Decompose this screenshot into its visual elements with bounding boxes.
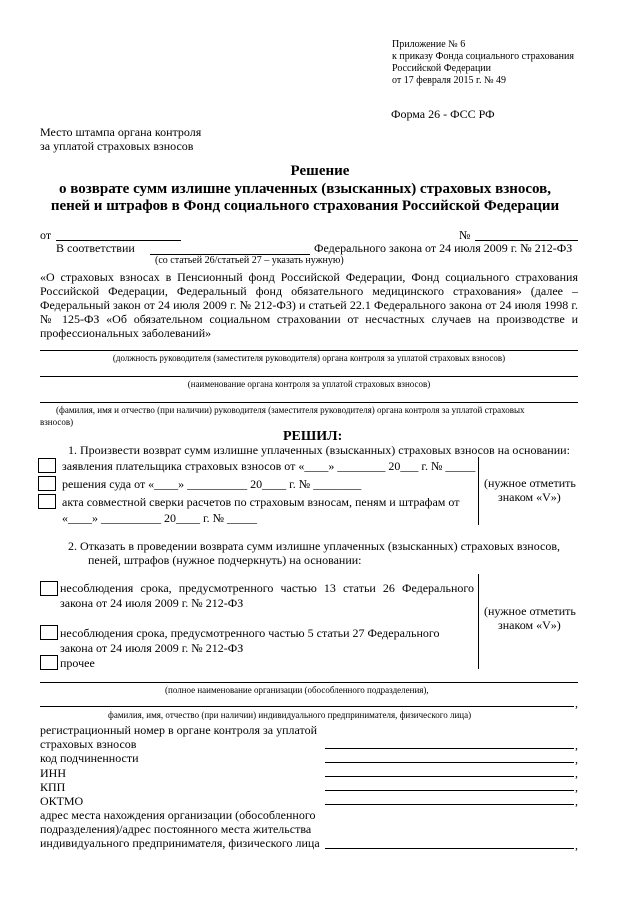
document-title-line-2: о возврате сумм излишне уплаченных (взысканных) страховых взносов, — [58, 181, 552, 197]
section-2-note-line-1: (нужное отметить — [484, 604, 576, 618]
section-1-divider — [478, 457, 479, 525]
reg-number-label-line-2: страховых взносов — [40, 737, 137, 751]
section-2-checkbox-other[interactable] — [40, 655, 58, 670]
section-2-option-article-26: несоблюдения срока, предусмотренного частью 13 статьи 26 Федерального — [60, 581, 474, 595]
form-label: Форма 26 - ФСС РФ — [391, 107, 495, 121]
kpp-field[interactable] — [325, 790, 574, 791]
kpp-label: КПП — [40, 780, 66, 794]
section-2-divider — [478, 574, 479, 669]
address-comma: , — [575, 838, 578, 852]
section-1-heading: 1. Произвести возврат сумм излишне уплаченных (взысканных) страховых взносов на основании: — [68, 443, 570, 457]
kpp-comma: , — [575, 780, 578, 794]
section-2-note-line-2: знаком «V») — [498, 618, 561, 632]
stamp-line-1: Место штампа органа контроля — [40, 125, 202, 139]
subordination-code-field[interactable] — [325, 762, 574, 763]
reg-number-field[interactable] — [325, 748, 574, 749]
document-title: Решение — [290, 163, 350, 179]
section-1-checkbox-application[interactable] — [38, 458, 56, 473]
in-accordance-text: В соответствии — [56, 241, 135, 255]
address-label-line-1: адрес места нахождения организации (обособленного — [40, 808, 316, 822]
appendix-line-1: Приложение № 6 — [392, 39, 466, 50]
stamp-line-2: за уплатой страховых взносов — [40, 139, 194, 153]
reg-number-label-line-1: регистрационный номер в органе контроля за уплатой — [40, 723, 318, 737]
section-1-checkbox-reconciliation[interactable] — [38, 494, 56, 509]
intro-paragraph-line-5: профессиональных заболеваний» — [40, 326, 212, 340]
inn-comma: , — [575, 766, 578, 780]
head-fio-caption-line-1: (фамилия, имя и отчество (при наличии) руководителя (заместителя руководителя) органа контроля за уплатой страховых — [56, 405, 525, 415]
article-hint: (со статьей 26/статьей 27 – указать нужную) — [155, 255, 344, 266]
oktmo-field[interactable] — [325, 804, 574, 805]
intro-paragraph-line-3: Федеральный закон от 24 июля 2009 г. № 212-ФЗ) и статьей 22.1 Федерального закона от 24 июля 1998 г. — [40, 298, 578, 312]
section-1-option-application: заявления плательщика страховых взносов от «____» ________ 20___ г. № _____ — [62, 459, 476, 473]
appendix-line-3: Российской Федерации — [392, 63, 492, 74]
intro-paragraph-line-1: «О страховых взносах в Пенсионный фонд Российской Федерации, Фонд социального страхования — [40, 270, 578, 284]
organization-caption: (полное наименование организации (обособленного подразделения), — [165, 685, 429, 695]
inn-field[interactable] — [325, 776, 574, 777]
position-field[interactable] — [40, 350, 578, 351]
subordination-code-comma: , — [575, 752, 578, 766]
document-title-line-3: пеней и штрафов в Фонд социального страхования Российской Федерации — [50, 198, 560, 214]
person-field[interactable] — [40, 706, 574, 707]
section-2-option-article-27: несоблюдения срока, предусмотренного частью 5 статьи 27 Федерального — [60, 626, 440, 640]
section-1-note-line-2: знаком «V») — [498, 490, 561, 504]
authority-field[interactable] — [40, 376, 578, 377]
section-2-checkbox-article-27[interactable] — [40, 625, 58, 640]
section-2-option-other: прочее — [60, 656, 95, 670]
person-field-comma: , — [575, 696, 578, 710]
section-2-heading-line-2: пеней, штрафов (нужное подчеркнуть) на основании: — [88, 553, 362, 567]
federal-law-text: Федерального закона от 24 июля 2009 г. № 212-ФЗ — [314, 241, 573, 255]
intro-paragraph-line-4: № 125-ФЗ «Об обязательном социальном страховании от несчастных случаев на производстве и — [40, 312, 578, 326]
intro-paragraph-line-2: Российской Федерации, Федеральный фонд обязательного медицинского страхования» (далее – — [40, 284, 578, 298]
section-2-option-article-27-law: закона от 24 июля 2009 г. № 212-ФЗ — [60, 641, 244, 655]
appendix-line-4: от 17 февраля 2015 г. № 49 — [392, 75, 507, 86]
appendix-line-2: к приказу Фонда социального страхования — [392, 51, 574, 62]
position-caption: (должность руководителя (заместителя руководителя) органа контроля за уплатой страховых взносов) — [112, 353, 506, 363]
date-from-label: от — [40, 228, 52, 242]
subordination-code-label: код подчиненности — [40, 751, 139, 765]
inn-label: ИНН — [40, 766, 66, 780]
section-1-note-line-1: (нужное отметить — [484, 476, 576, 490]
head-fio-field[interactable] — [40, 402, 578, 403]
oktmo-label: ОКТМО — [40, 794, 84, 808]
authority-caption: (наименование органа контроля за уплатой страховых взносов) — [187, 379, 431, 389]
address-field[interactable] — [325, 848, 574, 849]
oktmo-comma: , — [575, 794, 578, 808]
decided-heading: РЕШИЛ: — [283, 429, 343, 444]
address-label-line-3: индивидуального предпринимателя, физического лица — [40, 836, 320, 850]
section-1-option-reconciliation-date: «____» __________ 20____ г. № _____ — [62, 511, 258, 525]
section-1-checkbox-court[interactable] — [38, 476, 56, 491]
address-label-line-2: подразделения)/адрес постоянного места жительства — [40, 822, 312, 836]
person-caption: фамилия, имя, отчество (при наличии) индивидуального предпринимателя, физического лица) — [108, 710, 472, 720]
section-2-checkbox-article-26[interactable] — [40, 581, 58, 596]
number-label: № — [459, 228, 471, 242]
section-2-option-article-26-law: закона от 24 июля 2009 г. № 212-ФЗ — [60, 596, 244, 610]
organization-field[interactable] — [40, 682, 578, 683]
reg-number-comma: , — [575, 738, 578, 752]
section-2-heading-line-1: 2. Отказать в проведении возврата сумм излишне уплаченных (взысканных) страховых взносов, — [68, 539, 561, 553]
head-fio-caption-line-2: взносов) — [40, 417, 74, 427]
section-1-option-court: решения суда от «____» __________ 20____ г. № ________ — [62, 477, 362, 491]
section-1-option-reconciliation: акта совместной сверки расчетов по страховым взносам, пеням и штрафам от — [62, 495, 460, 509]
